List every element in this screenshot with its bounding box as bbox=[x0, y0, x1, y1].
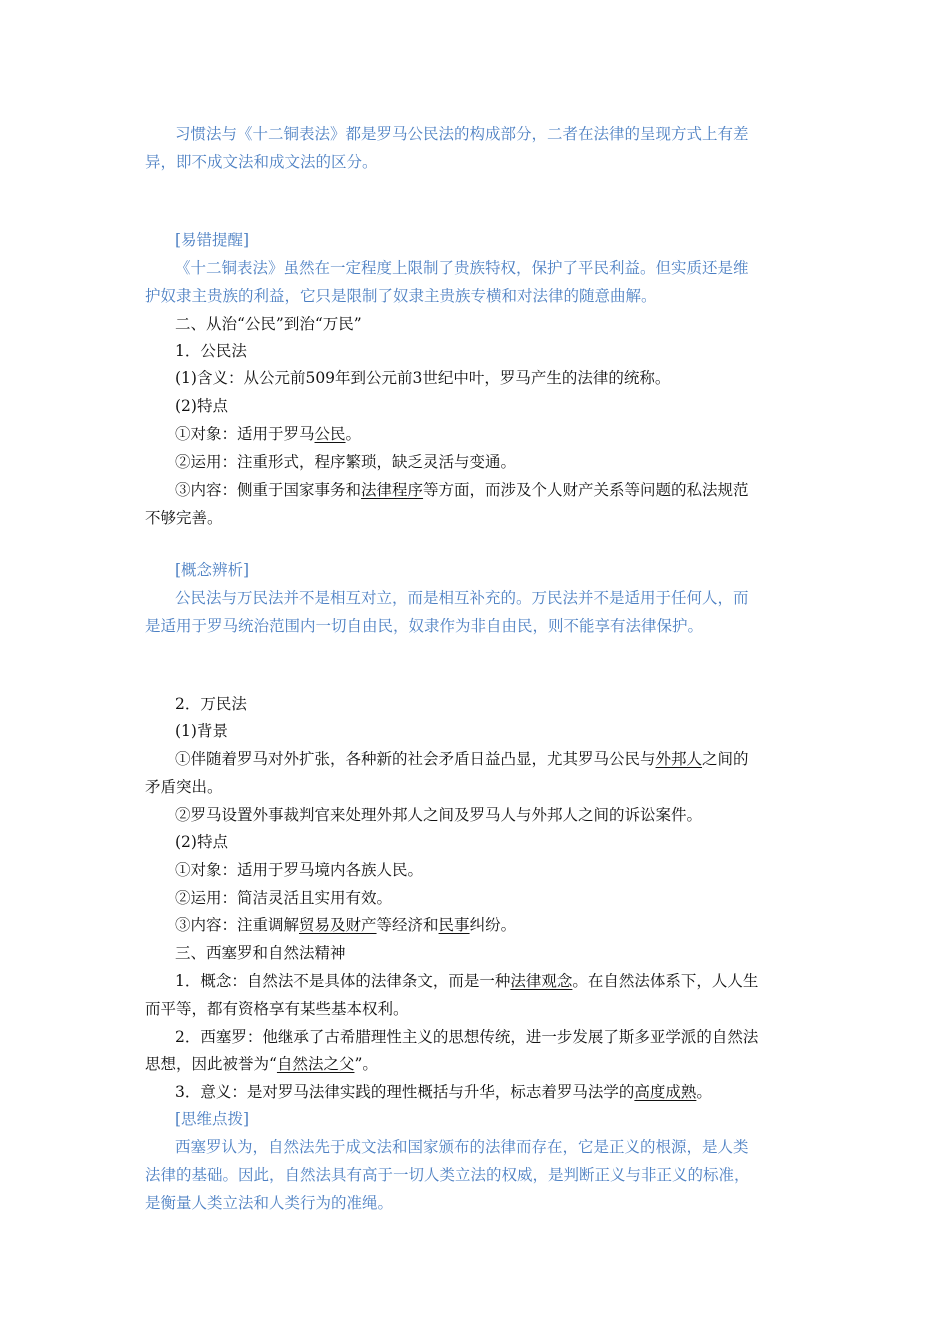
body-line: (2)特点 bbox=[175, 833, 228, 851]
underlined-term: 公民 bbox=[314, 425, 346, 443]
text-span: 。在自然法体系下，人人生 bbox=[572, 972, 759, 990]
body-line bbox=[175, 915, 516, 935]
underlined-term: 民事 bbox=[438, 916, 470, 934]
body-line: ②运用：简洁灵活且实用有效。 bbox=[175, 889, 393, 907]
underlined-term: 自然法之父 bbox=[276, 1055, 355, 1073]
body-line: 矛盾突出。 bbox=[145, 778, 223, 796]
text-span: 。 bbox=[345, 425, 362, 443]
body-line: (1)背景 bbox=[175, 722, 228, 740]
body-line: ②运用：注重形式，程序繁琐，缺乏灵活与变通。 bbox=[175, 453, 517, 471]
body-line: (1)含义：从公元前509年到公元前3世纪中叶，罗马产生的法律的统称。 bbox=[175, 369, 671, 387]
tip-line: 是衡量人类立法和人类行为的准绳。 bbox=[145, 1194, 394, 1212]
body-line: ②罗马设置外事裁判官来处理外邦人之间及罗马人与外邦人之间的诉讼案件。 bbox=[175, 806, 703, 824]
tip-tag-concept: [概念辨析] bbox=[175, 561, 250, 579]
text-span: 纠纷。 bbox=[469, 916, 517, 934]
text-span: 。 bbox=[696, 1083, 712, 1101]
text-span: 1．概念：自然法不是具体的法律条文，而是一种 bbox=[175, 972, 511, 990]
text-span: 思想，因此被誉为“ bbox=[145, 1055, 277, 1073]
subsection-title: 1．公民法 bbox=[175, 342, 247, 360]
underlined-term: 法律观念 bbox=[510, 972, 573, 990]
text-span: ③内容：注重调解 bbox=[175, 916, 300, 934]
note-line: 异，即不成文法和成文法的区分。 bbox=[145, 153, 378, 171]
tip-line: 护奴隶主贵族的利益，它只是限制了奴隶主贵族专横和对法律的随意曲解。 bbox=[145, 287, 657, 305]
text-span: ”。 bbox=[354, 1055, 378, 1073]
body-line bbox=[175, 480, 749, 500]
section-title: 二、从治“公民”到治“万民” bbox=[175, 315, 362, 333]
tip-line: 西塞罗认为，自然法先于成文法和国家颁布的法律而存在，它是正义的根源，是人类 bbox=[175, 1138, 749, 1156]
underlined-term: 法律程序 bbox=[361, 481, 424, 499]
body-line bbox=[175, 424, 361, 444]
text-span: 3．意义：是对罗马法律实践的理性概括与升华，标志着罗马法学的 bbox=[175, 1083, 635, 1101]
underlined-term: 外邦人 bbox=[655, 750, 703, 768]
subsection-title: 2．万民法 bbox=[175, 695, 247, 713]
body-line: 而平等，都有资格享有某些基本权利。 bbox=[145, 1000, 409, 1018]
body-line bbox=[175, 749, 749, 769]
underlined-term: 贸易及财产 bbox=[299, 916, 377, 934]
body-line: (2)特点 bbox=[175, 397, 228, 415]
text-span: 之间的 bbox=[702, 750, 749, 768]
body-line bbox=[175, 1082, 712, 1102]
body-line: 2．西塞罗：他继承了古希腊理性主义的思想传统，进一步发展了斯多亚学派的自然法 bbox=[175, 1028, 759, 1046]
section-title: 三、西塞罗和自然法精神 bbox=[175, 944, 346, 962]
body-line bbox=[145, 1054, 378, 1074]
tip-line: 是适用于罗马统治范围内一切自由民，奴隶作为非自由民，则不能享有法律保护。 bbox=[145, 617, 704, 635]
body-line bbox=[175, 971, 758, 991]
text-span: 等方面，而涉及个人财产关系等问题的私法规范 bbox=[423, 481, 749, 499]
text-span: 等经济和 bbox=[376, 916, 439, 934]
tip-line: 公民法与万民法并不是相互对立，而是相互补充的。万民法并不是适用于任何人，而 bbox=[175, 589, 749, 607]
tip-tag-thinking: [思维点拨] bbox=[175, 1110, 250, 1128]
note-line: 习惯法与《十二铜表法》都是罗马公民法的构成部分，二者在法律的呈现方式上有差 bbox=[175, 125, 749, 143]
body-line: 不够完善。 bbox=[145, 509, 223, 527]
tip-line: 法律的基础。因此，自然法具有高于一切人类立法的权威，是判断正义与非正义的标准， bbox=[145, 1166, 750, 1184]
text-span: ①伴随着罗马对外扩张，各种新的社会矛盾日益凸显，尤其罗马公民与 bbox=[175, 750, 656, 768]
underlined-term: 高度成熟 bbox=[634, 1083, 697, 1101]
text-span: ①对象：适用于罗马 bbox=[175, 425, 315, 443]
tip-line: 《十二铜表法》虽然在一定程度上限制了贵族特权，保护了平民利益。但实质还是维 bbox=[175, 259, 749, 277]
body-line: ①对象：适用于罗马境内各族人民。 bbox=[175, 861, 424, 879]
tip-tag-mistake: [易错提醒] bbox=[175, 231, 250, 249]
text-span: ③内容：侧重于国家事务和 bbox=[175, 481, 362, 499]
